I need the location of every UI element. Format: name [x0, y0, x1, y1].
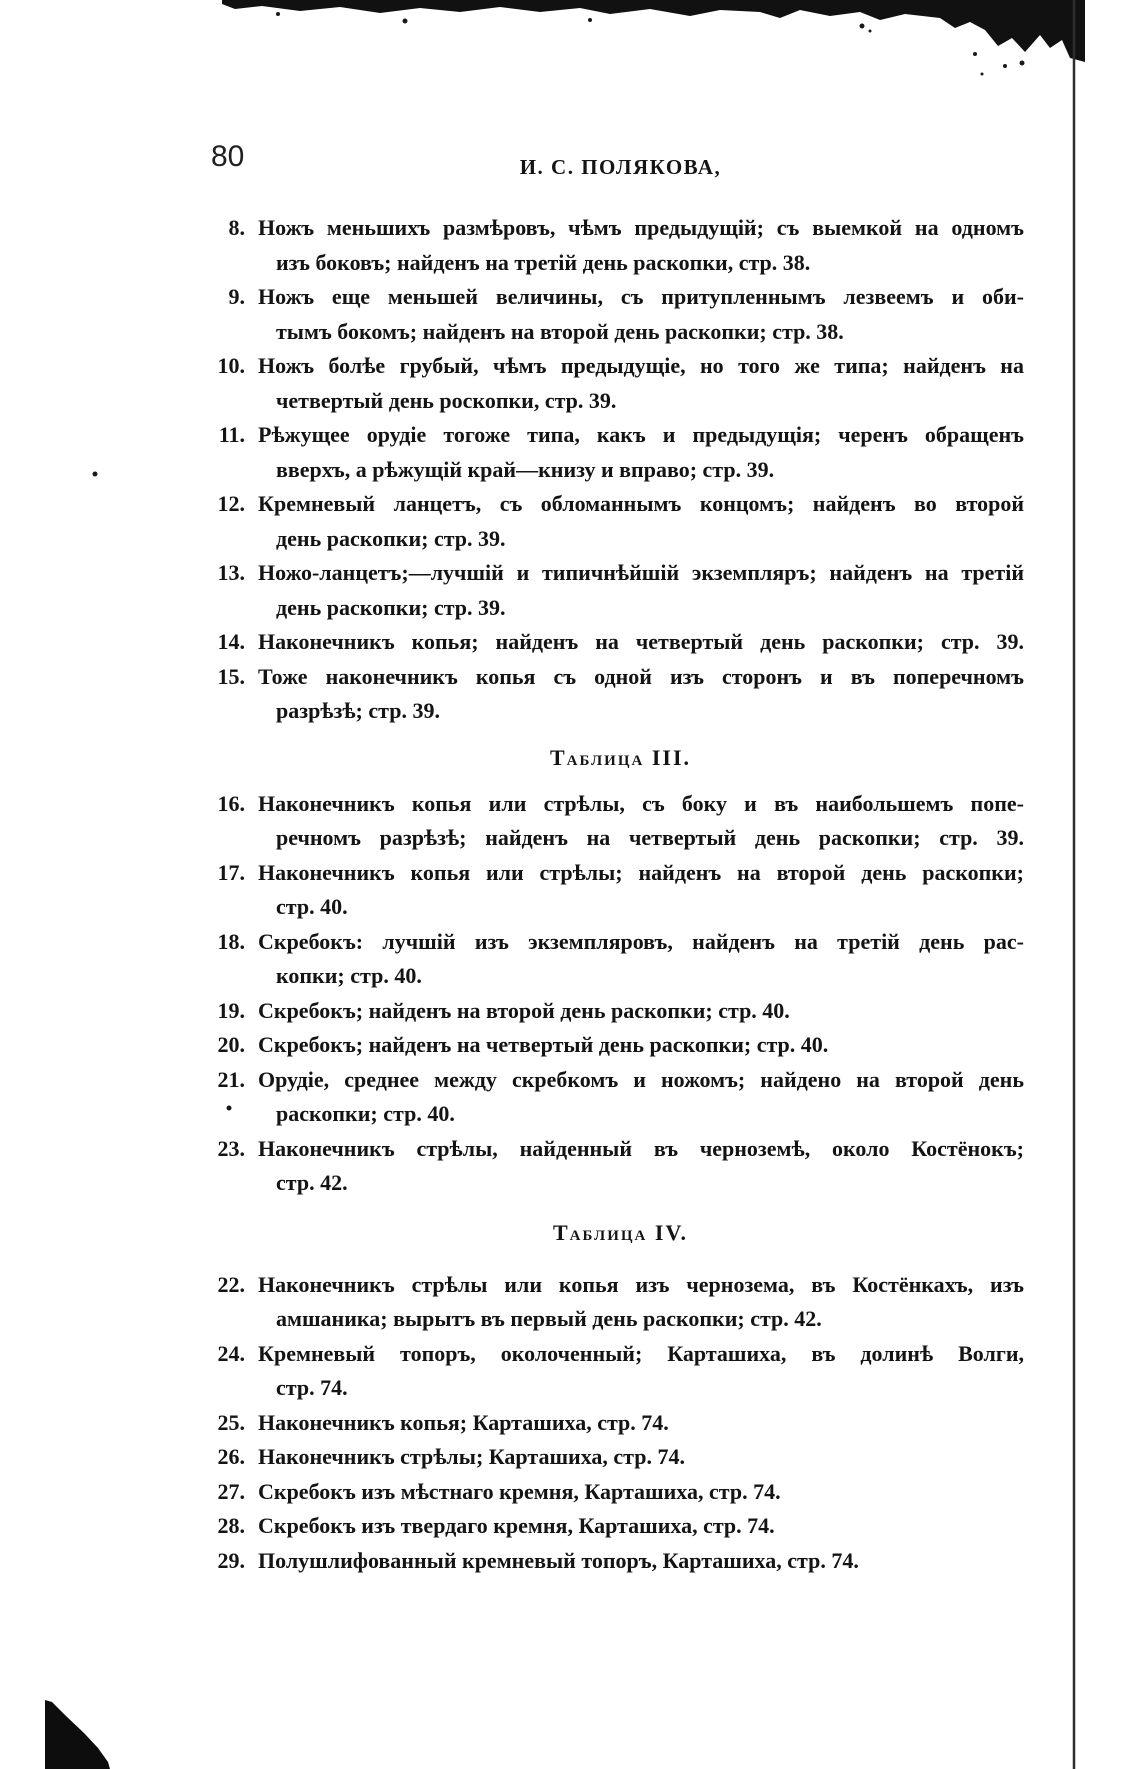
entry-text: Ножъ болѣе грубый, чѣмъ предыдущіе, но того же типа; найденъ на — [258, 353, 1024, 378]
entry-text: Рѣжущее орудіе тогоже типа, какъ и предыдущія; черенъ обращенъ — [258, 422, 1024, 447]
entry-text: стр. 42. — [276, 1170, 348, 1195]
entry-line — [0, 418, 1140, 453]
entry-17 — [0, 856, 1140, 925]
entry-8 — [0, 211, 1140, 280]
entry-number: 10. — [217, 353, 245, 378]
entry-line — [0, 994, 1140, 1029]
entry-text: Наконечникъ стрѣлы или копья изъ чернозема, въ Костёнкахъ, изъ — [258, 1271, 1024, 1297]
entry-text: стр. 40. — [276, 894, 348, 919]
entry-number: 22. — [217, 1271, 245, 1297]
entry-text: копки; стр. 40. — [276, 963, 422, 988]
entry-line — [0, 1028, 1140, 1063]
entry-line — [0, 856, 1140, 891]
entry-13 — [0, 556, 1140, 625]
entry-text: Скребокъ: лучшій изъ экземпляровъ, найденъ на третій день рас- — [258, 928, 1024, 954]
entry-text: речномъ разрѣзѣ; найденъ на четвертый день раскопки; стр. 39. — [276, 825, 1024, 850]
entry-12 — [0, 487, 1140, 556]
table-heading-text: Таблица IV. — [552, 1219, 688, 1245]
table-heading-text: Таблица III. — [549, 744, 692, 770]
entry-16 — [0, 787, 1140, 856]
entry-11 — [0, 418, 1140, 487]
entry-line — [0, 1371, 1140, 1406]
entry-text: Орудіе, среднее между скребкомъ и ножомъ; найдено на второй день — [258, 1066, 1024, 1092]
entry-number: 16. — [217, 790, 245, 816]
entry-text: амшаника; вырытъ въ первый день раскопки; стр. 42. — [276, 1306, 822, 1331]
entry-text: Скребокъ; найденъ на второй день раскопки; стр. 40. — [258, 997, 790, 1023]
entry-number: 29. — [217, 1547, 245, 1573]
entry-number: 24. — [217, 1340, 245, 1366]
entry-line — [0, 591, 1140, 626]
entry-list-table-iii — [0, 787, 1140, 1201]
entry-text: вверхъ, а рѣжущій край—книзу и вправо; стр. 39. — [276, 456, 775, 482]
entry-number: 9. — [228, 284, 245, 309]
entry-text: Скребокъ изъ мѣстнаго кремня, Карташиха, стр. 74. — [258, 1478, 781, 1504]
entry-number: 18. — [217, 928, 245, 954]
entry-25 — [0, 1406, 1140, 1441]
entry-text: Тоже наконечникъ копья съ одной изъ сторонъ и въ поперечномъ — [258, 663, 1024, 689]
entry-text: Полушлифованный кремневый топоръ, Карташиха, стр. 74. — [258, 1547, 859, 1573]
entry-line — [0, 211, 1140, 246]
entry-text: Наконечникъ копья или стрѣлы; найденъ на второй день раскопки; — [258, 859, 1024, 885]
entry-number: 21. — [217, 1066, 245, 1092]
entry-text: Кремневый топоръ, околоченный; Карташиха, въ долинѣ Волги, — [258, 1340, 1024, 1366]
entry-line — [0, 625, 1140, 660]
entry-line — [0, 556, 1140, 591]
entry-number: 28. — [217, 1513, 245, 1538]
entry-number: 13. — [217, 560, 245, 585]
entry-line — [0, 487, 1140, 522]
entry-18 — [0, 925, 1140, 994]
entry-number: 20. — [217, 1032, 245, 1057]
entry-line — [0, 787, 1140, 822]
entry-text: Ножъ меньшихъ размѣровъ, чѣмъ предыдущій; съ выемкой на одномъ — [258, 215, 1024, 240]
entry-24 — [0, 1337, 1140, 1406]
entry-line — [0, 1509, 1140, 1544]
entry-list-table-iv — [0, 1268, 1140, 1579]
entry-15 — [0, 660, 1140, 729]
entry-26 — [0, 1440, 1140, 1475]
entry-number: 11. — [218, 422, 245, 447]
entry-29 — [0, 1544, 1140, 1579]
entry-line — [0, 925, 1140, 960]
entry-line — [0, 1544, 1140, 1579]
entry-9 — [0, 280, 1140, 349]
entry-line — [0, 890, 1140, 925]
entry-line — [0, 1132, 1140, 1167]
entry-line — [0, 1440, 1140, 1475]
entry-line — [0, 1063, 1140, 1098]
entry-number: 25. — [217, 1409, 245, 1435]
entry-line — [0, 1097, 1140, 1132]
entry-28 — [0, 1509, 1140, 1544]
corner-scan-mark — [45, 1700, 110, 1769]
entry-text: день раскопки; стр. 39. — [276, 525, 506, 551]
entry-line — [0, 1406, 1140, 1441]
entry-number: 23. — [217, 1135, 245, 1161]
page-number: 80 — [211, 140, 245, 173]
entry-number: 15. — [217, 663, 245, 689]
entry-text: Ножо-ланцетъ;—лучшій и типичнѣйшій экземпляръ; найденъ на третій — [258, 560, 1024, 585]
entry-27 — [0, 1475, 1140, 1510]
entry-number: 19. — [217, 997, 245, 1023]
entry-line — [0, 280, 1140, 315]
entry-line — [0, 453, 1140, 488]
entry-line — [0, 1166, 1140, 1201]
entry-text: раскопки; стр. 40. — [276, 1101, 455, 1126]
entry-23 — [0, 1132, 1140, 1201]
entry-text: тымъ бокомъ; найденъ на второй день раскопки; стр. 38. — [276, 318, 844, 344]
entry-text: разрѣзѣ; стр. 39. — [276, 698, 440, 723]
table-iv-heading — [0, 1201, 1140, 1268]
entry-line — [0, 349, 1140, 384]
entry-14 — [0, 625, 1140, 660]
entry-line — [0, 1475, 1140, 1510]
entry-text: Наконечникъ копья; найденъ на четвертый день раскопки; стр. 39. — [258, 629, 1024, 654]
entry-text: Ножъ еще меньшей величины, съ притупленнымъ лезвеемъ и оби- — [258, 284, 1024, 309]
page-content — [0, 211, 1140, 1578]
entry-text: Наконечникъ копья; Карташиха, стр. 74. — [258, 1409, 669, 1435]
entry-line — [0, 694, 1140, 729]
entry-19 — [0, 994, 1140, 1029]
entry-text: изъ боковъ; найденъ на третій день раскопки, стр. 38. — [276, 249, 811, 275]
entry-line — [0, 246, 1140, 281]
entry-line — [0, 1268, 1140, 1303]
entry-line — [0, 1337, 1140, 1372]
entry-line — [0, 660, 1140, 695]
entry-number: 8. — [228, 215, 245, 240]
table-iii-heading — [0, 729, 1140, 787]
entry-text: Скребокъ изъ твердаго кремня, Карташиха, стр. 74. — [258, 1513, 775, 1538]
entry-text: день раскопки; стр. 39. — [276, 594, 506, 620]
entry-number: 27. — [217, 1478, 245, 1504]
entry-line — [0, 315, 1140, 350]
entry-text: Кремневый ланцетъ, съ обломаннымъ концомъ; найденъ во второй — [258, 491, 1024, 516]
entry-21 — [0, 1063, 1140, 1132]
entry-line — [0, 821, 1140, 856]
entry-text: четвертый день роскопки, стр. 39. — [276, 387, 617, 413]
entry-line — [0, 522, 1140, 557]
entry-number: 26. — [217, 1444, 245, 1469]
top-scan-smudge — [222, 0, 1085, 62]
entry-text: Наконечникъ копья или стрѣлы, съ боку и въ наибольшемъ попе- — [258, 790, 1024, 816]
entry-number: 12. — [217, 491, 245, 516]
entry-text: Наконечникъ стрѣлы; Карташиха, стр. 74. — [258, 1444, 685, 1469]
entry-20 — [0, 1028, 1140, 1063]
entry-list-a — [0, 211, 1140, 729]
entry-line — [0, 959, 1140, 994]
entry-text: Скребокъ; найденъ на четвертый день раскопки; стр. 40. — [258, 1032, 829, 1057]
entry-22 — [0, 1268, 1140, 1337]
entry-10 — [0, 349, 1140, 418]
entry-number: 14. — [217, 629, 245, 654]
entry-number: 17. — [217, 859, 245, 885]
entry-text: стр. 74. — [276, 1375, 348, 1400]
entry-text: Наконечникъ стрѣлы, найденный въ черноземѣ, около Костёнокъ; — [258, 1135, 1024, 1161]
entry-line — [0, 1302, 1140, 1337]
entry-line — [0, 384, 1140, 419]
running-title: И. С. ПОЛЯКОВА, — [519, 155, 722, 179]
